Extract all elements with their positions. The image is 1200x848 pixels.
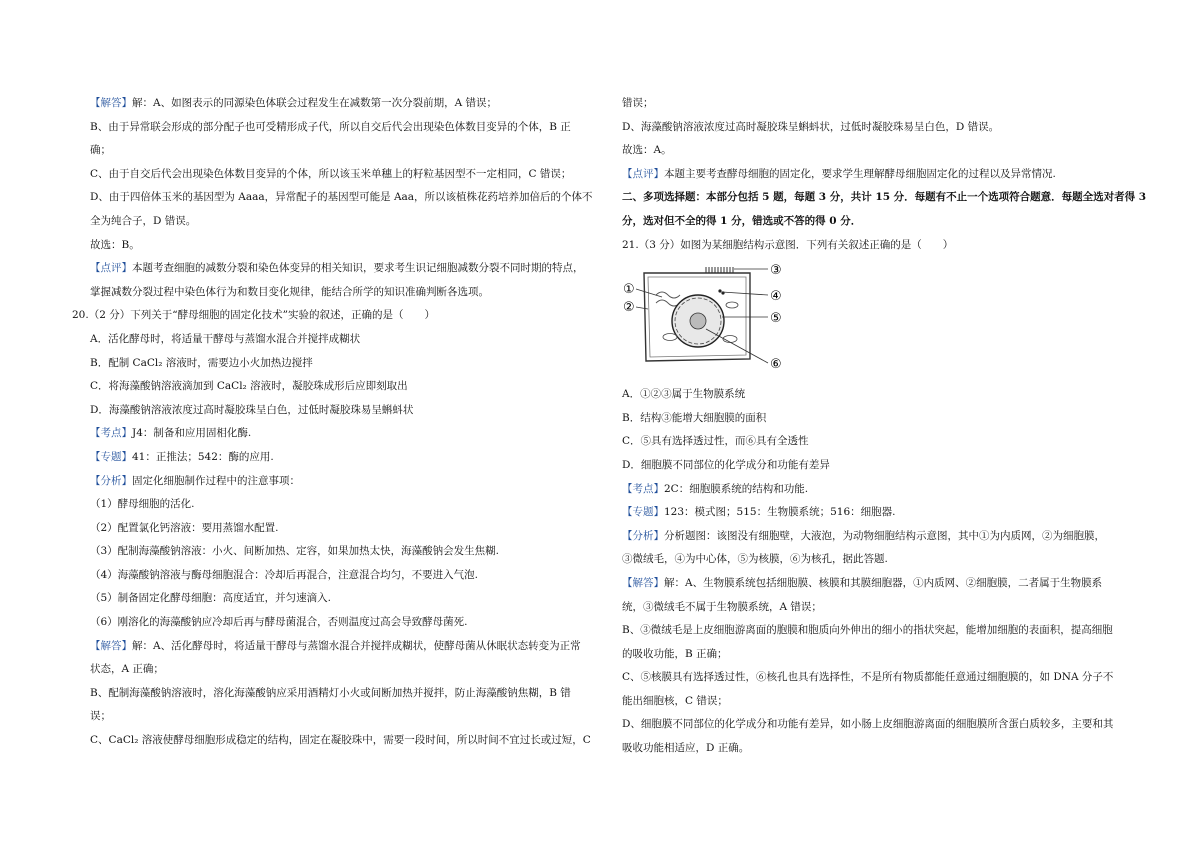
section-tag: 【点评】 [622,167,664,180]
text-line [90,210,590,234]
section-tag: 【解答】 [90,639,132,652]
section-tag: 【考点】 [90,427,132,440]
text-line [622,690,1125,714]
figure-label-2: ② [623,300,635,316]
text-line [90,163,590,187]
line-text: B．配制 CaCl₂ 溶液时，需要边小火加热边搅拌 [90,356,313,369]
left-column [72,92,593,753]
figure-label-5: ⑤ [770,311,782,327]
text-line [90,139,590,163]
line-text: 解：A、活化酵母时，将适量干酵母与蒸馏水混合并搅拌成糊状，使酵母菌从休眠状态转变为正常 [132,639,581,652]
text-line [90,564,590,588]
text-line [90,422,590,446]
text-line [622,383,1125,407]
text-line [90,257,590,281]
line-text: B、配制海藻酸钠溶液时，溶化海藻酸钠应采用酒精灯小火或间断加热并搅拌，防止海藻酸钠焦糊，B 错 [90,686,571,699]
text-line [90,234,590,258]
line-text: 的吸收功能，B 正确； [622,647,728,660]
line-text: 错误； [622,97,654,109]
line-text: 吸收功能相适应，D 正确。 [622,742,750,755]
text-line [90,375,590,399]
figure-label-4: ④ [770,289,782,305]
section-tag: 【分析】 [90,474,132,487]
text-line [90,399,590,423]
line-text: （3）配制海藻酸钠溶液：小火、间断加热、定容，如果加热太快，海藻酸钠会发生焦糊. [90,545,500,558]
text-line [622,478,1125,502]
line-text: C、CaCl₂ 溶液使酵母细胞形成稳定的结构，固定在凝胶珠中，需要一段时间，所以时间不宜过长或过短，C [90,734,591,747]
text-line [622,454,1125,478]
text-line [90,352,590,376]
text-line [90,635,590,659]
right-top-text [622,92,1147,257]
text-line [90,611,590,635]
text-line [72,304,590,328]
line-text: C．将海藻酸钠溶液滴加到 CaCl₂ 溶液时，凝胶珠成形后应即刻取出 [90,380,408,393]
line-text: D、由于四倍体玉米的基因型为 Aaaa，异常配子的基因型可能是 Aaa，所以该植株花药培养加倍后的个体不 [90,191,593,204]
text-line [90,328,590,352]
text-line [622,548,1125,572]
text-line [90,92,590,116]
text-line [90,517,590,541]
line-text: （4）海藻酸钠溶液与酶母细胞混合：冷却后再混合，注意混合均匀，不要进入气泡. [90,568,479,581]
text-line [90,705,590,729]
section-tag: 【专题】 [90,450,132,463]
text-line [90,682,590,706]
text-line [90,658,590,682]
text-line [622,407,1125,431]
text-line [90,116,590,140]
line-text: 分析题图：该图没有细胞壁，大液泡，为动物细胞结构示意图，其中①为内质网，②为细胞膜， [664,529,1105,542]
line-text: D、海藻酸钠溶液浓度过高时凝胶珠呈蝌蚪状，过低时凝胶珠易呈白色，D 错误。 [622,120,1000,133]
line-text: （1）酵母细胞的活化. [90,498,195,511]
line-text: 状态，A 正确； [90,663,164,676]
line-text: J4：制备和应用固相化酶. [132,427,252,440]
text-line [622,210,1125,234]
line-text: 确； [90,144,111,157]
line-text: A．活化酵母时，将适量干酵母与蒸馏水混合并搅拌成糊状 [90,332,361,345]
line-text: （2）配置氯化钙溶液：要用蒸馏水配置. [90,521,279,534]
text-line [622,737,1125,761]
text-line [622,713,1125,737]
section-tag: 【考点】 [622,482,664,495]
line-text: 掌握减数分裂过程中染色体行为和数目变化规律，能结合所学的知识准确判断各选项。 [90,285,489,298]
text-line [622,572,1125,596]
right-column [622,92,1147,761]
line-text: B．结构③能增大细胞膜的面积 [622,411,767,424]
line-text: 故选：A。 [622,144,672,157]
text-line [622,501,1125,525]
line-text: 解：A、如图表示的同源染色体联会过程发生在减数第一次分裂前期，A 错误； [132,97,498,109]
text-line [622,92,1125,116]
line-text: 故选：B。 [90,238,140,251]
line-text: D、细胞膜不同部位的化学成分和功能有差异，如小肠上皮细胞游离面的细胞膜所含蛋白质较多，主要和其 [622,718,1114,731]
figure-label-1: ① [623,282,635,298]
line-text: C、⑤核膜具有选择透过性，⑥核孔也具有选择性，不是所有物质都能任意通过细胞膜的，如 DNA 分子不 [622,671,1114,684]
line-text: 2C：细胞膜系统的结构和功能. [664,482,809,495]
text-line [90,729,590,753]
line-text: 本题主要考查酵母细胞的固定化，要求学生理解酵母细胞固定化的过程以及异常情况. [664,167,1056,180]
line-text: C．⑤具有选择透过性，而⑥具有全透性 [622,435,809,448]
text-line [622,596,1125,620]
line-text: （5）制备固定化酵母细胞：高度适宜，并匀速滴入. [90,592,332,605]
section-tag: 【解答】 [622,576,664,589]
text-line [90,587,590,611]
line-text: D．细胞膜不同部位的化学成分和功能有差异 [622,458,830,471]
line-text: C、由于自交后代会出现染色体数目变异的个体，所以该玉米单穗上的籽粒基因型不一定相同，C 错误； [90,167,572,180]
line-text: 能出细胞核，C 错误； [622,694,728,707]
section-tag: 【点评】 [90,262,132,275]
text-line [90,493,590,517]
line-text: 全为纯合子，D 错误。 [90,214,197,227]
line-text: ③微绒毛，④为中心体，⑤为核膜，⑥为核孔，据此答题. [622,553,888,566]
text-line [90,281,590,305]
text-line [622,430,1125,454]
text-line [622,643,1125,667]
cell-diagram [622,259,802,379]
right-bottom-text [622,383,1125,761]
line-text: 21.（3 分）如图为某细胞结构示意图．下列有关叙述正确的是（ ） [622,238,954,251]
text-line [622,525,1125,549]
section-tag: 【专题】 [622,506,664,519]
text-line [90,446,590,470]
section-tag: 【解答】 [90,97,132,109]
line-text: 固定化细胞制作过程中的注意事项： [132,474,300,487]
cell-structure-figure [622,259,802,379]
text-line [622,619,1125,643]
text-line [622,186,1147,210]
line-text: （6）刚溶化的海藻酸钠应冷却后再与酵母菌混合，否则温度过高会导致酵母菌死. [90,616,468,629]
text-line [622,234,1125,258]
figure-label-6: ⑥ [770,357,782,373]
line-text: 二、多项选择题：本部分包括 5 题，每题 3 分，共计 15 分．每题有不止一个选项符合题意．每题全选对者得 3 [622,191,1147,204]
section-tag: 【分析】 [622,529,664,542]
line-text: 41：正推法；542：酶的应用. [132,450,274,463]
line-text: 统，③微绒毛不属于生物膜系统，A 错误； [622,600,822,613]
line-text: 解：A、生物膜系统包括细胞膜、核膜和其膜细胞器，①内质网、②细胞膜，二者属于生物膜系 [664,576,1103,589]
text-line [90,470,590,494]
text-line [622,116,1125,140]
text-line [622,139,1125,163]
line-text: 本题考查细胞的减数分裂和染色体变异的相关知识，要求考生识记细胞减数分裂不同时期的特点， [132,262,584,275]
line-text: B、③微绒毛是上皮细胞游离面的胞膜和胞质向外伸出的细小的指状突起，能增加细胞的表面积，提高细胞 [622,624,1113,637]
figure-label-3: ③ [770,263,782,279]
text-line [622,163,1125,187]
line-text: 123：模式图；515：生物膜系统；516：细胞器. [664,506,896,519]
line-text: 分，选对但不全的得 1 分，错选或不答的得 0 分． [622,214,862,227]
line-text: B、由于异常联会形成的部分配子也可受精形成子代，所以自交后代会出现染色体数目变异的个体，B 正 [90,120,571,133]
line-text: D．海藻酸钠溶液浓度过高时凝胶珠呈白色，过低时凝胶珠易呈蝌蚪状 [90,403,414,416]
text-line [90,186,593,210]
text-line [622,666,1125,690]
line-text: 误； [90,710,111,723]
text-line [90,540,590,564]
line-text: 20.（2 分）下列关于“酵母细胞的固定化技术”实验的叙述，正确的是（ ） [72,309,435,322]
line-text: A．①②③属于生物膜系统 [622,388,746,401]
